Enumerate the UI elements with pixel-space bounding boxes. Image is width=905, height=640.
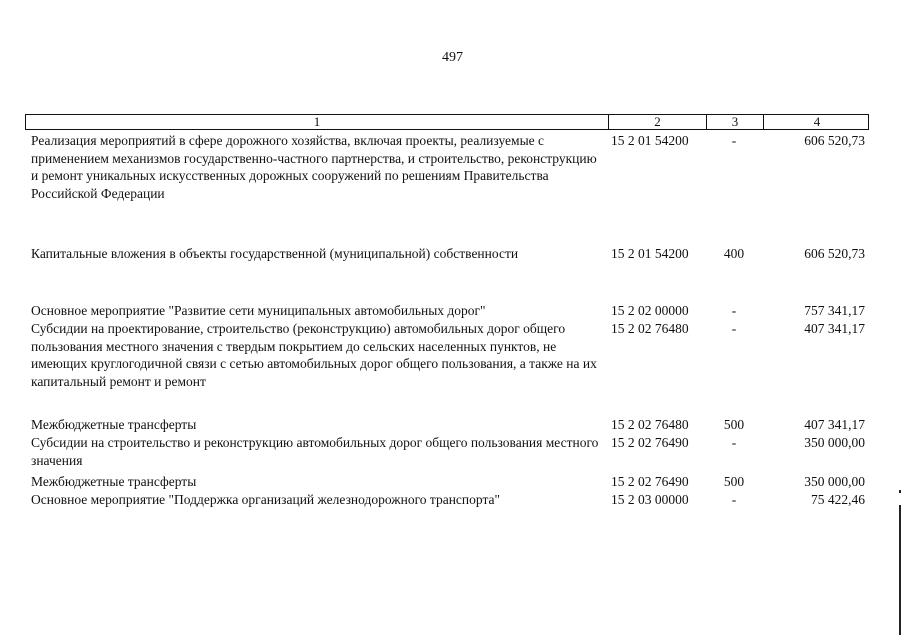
scan-edge-mark [899, 490, 901, 493]
row-amount: 757 341,17 [804, 303, 865, 318]
row-type: - [731, 321, 737, 336]
row-code: 15 2 02 76480 [611, 417, 689, 432]
row-type: - [731, 492, 737, 507]
column-header-2: 2 [608, 115, 706, 129]
row-code: 15 2 02 00000 [611, 303, 689, 318]
row-type: - [731, 303, 737, 318]
row-type: - [731, 435, 737, 450]
row-amount: 606 520,73 [804, 246, 865, 261]
row-type: - [731, 133, 737, 148]
scan-edge-line [899, 505, 901, 635]
row-type: 400 [723, 246, 745, 261]
row-amount: 606 520,73 [804, 133, 865, 148]
row-description: Реализация мероприятий в сфере дорожного хозяйства, включая проекты, реализуемые с применением механизмов государственно-частного партнерства, и строительство, реконструкцию и ремонт уникальных искусственных дорожных сооружений по решениям Правительства Российской Федерации [31, 133, 597, 201]
row-code: 15 2 02 76480 [611, 321, 689, 336]
row-amount: 350 000,00 [804, 435, 865, 450]
row-amount: 407 341,17 [804, 417, 865, 432]
row-code: 15 2 03 00000 [611, 492, 689, 507]
row-type: 500 [723, 417, 745, 432]
table-header [25, 114, 869, 130]
row-code: 15 2 01 54200 [611, 246, 689, 261]
row-code: 15 2 02 76490 [611, 474, 689, 489]
column-header-1: 1 [313, 114, 321, 129]
row-description: Основное мероприятие "Поддержка организаций железнодорожного транспорта" [31, 492, 501, 507]
row-description: Основное мероприятие "Развитие сети муниципальных автомобильных дорог" [31, 303, 486, 318]
row-type: 500 [723, 474, 745, 489]
row-code: 15 2 01 54200 [611, 133, 689, 148]
column-header-4: 4 [763, 115, 870, 129]
page-number: 497 [442, 50, 463, 65]
row-description: Субсидии на проектирование, строительство (реконструкцию) автомобильных дорог общего пользования местного значения с твердым покрытием до сельских населенных пунктов, не имеющих круглогодичной связи с сетью автомобильных дорог общего пользования, а также на их капитальный ремонт и ремонт [31, 321, 597, 389]
row-amount: 350 000,00 [804, 474, 865, 489]
row-description: Капитальные вложения в объекты государственной (муниципальной) собственности [31, 246, 519, 261]
row-code: 15 2 02 76490 [611, 435, 689, 450]
row-description: Межбюджетные трансферты [31, 417, 197, 432]
row-amount: 407 341,17 [804, 321, 865, 336]
row-description: Межбюджетные трансферты [31, 474, 197, 489]
column-header-3: 3 [706, 115, 763, 129]
row-description: Субсидии на строительство и реконструкцию автомобильных дорог общего пользования местного значения [31, 435, 599, 468]
row-amount: 75 422,46 [811, 492, 865, 507]
